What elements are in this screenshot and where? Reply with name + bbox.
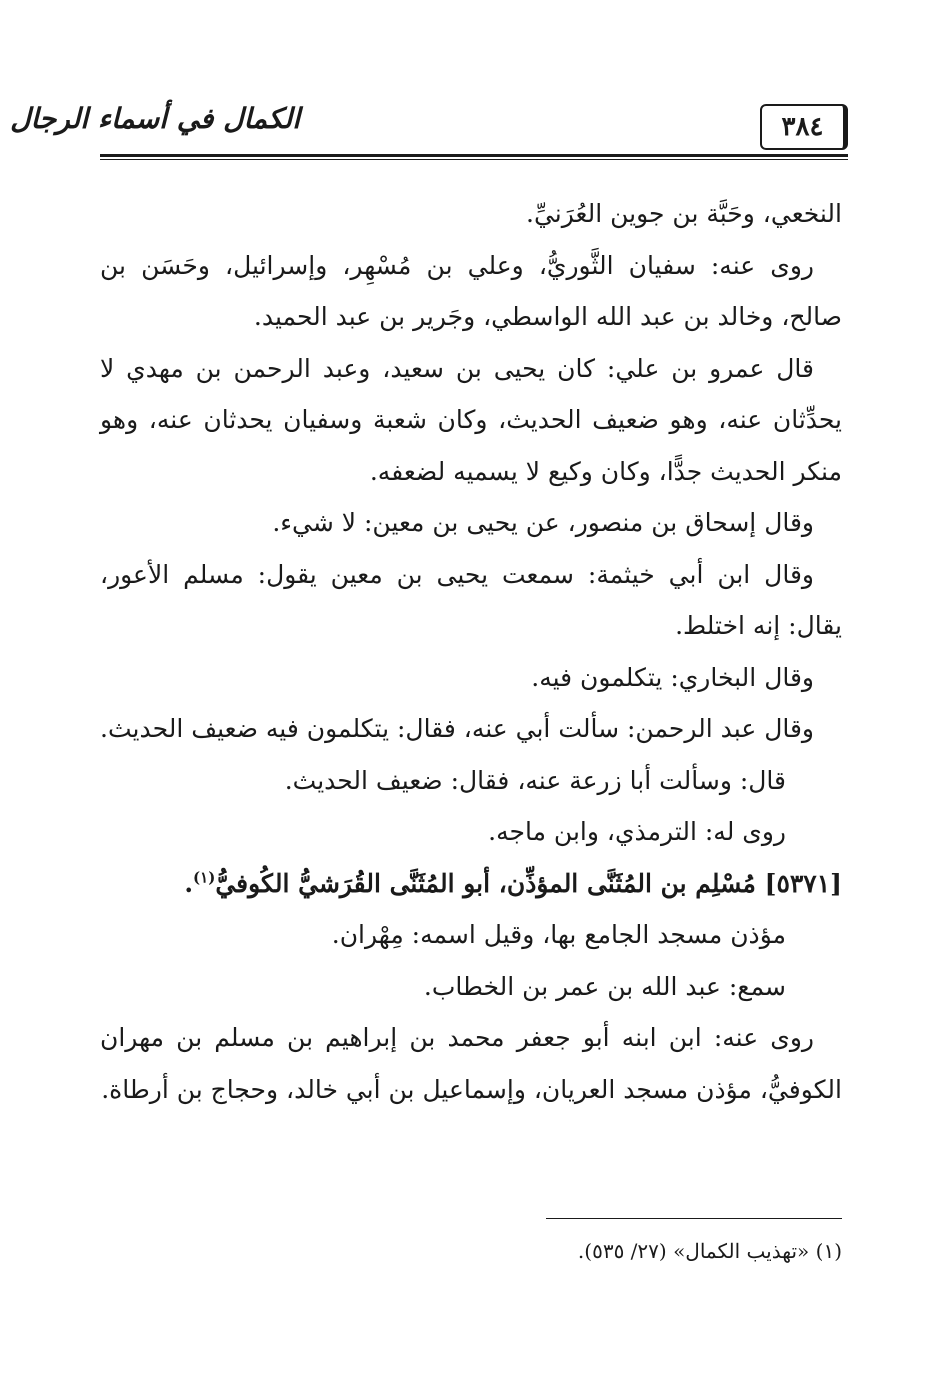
paragraph: سمع: عبد الله بن عمر بن الخطاب. [423,971,786,1001]
main-text [100,188,842,1115]
paragraph: روى عنه: ابن ابنه أبو جعفر محمد بن إبراهيم بن مسلم بن مهران الكوفيُّ، مؤذن مسجد العريان، وإسماعيل بن أبي خالد، وحجاج بن أرطاة. [100,1023,842,1104]
page-header [10,96,848,156]
paragraph: وقال عبد الرحمن: سألت أبي عنه، فقال: يتكلمون فيه ضعيف الحديث. [100,714,814,743]
running-title: الكمال في أسماء الرجال [10,102,300,135]
entry-heading-text: [٥٣٧١] مُسْلِم بن المُثَنَّى المؤذِّن، أبو المُثَنَّى القُرَشيُّ الكُوفيُّ [215,868,842,898]
paragraph: وقال إسحاق بن منصور، عن يحيى بن معين: لا شيء. [272,508,814,537]
paragraph: النخعي، وحَبَّة بن جوين العُرَنيِّ. [526,199,842,228]
entry-heading-end: . [184,868,194,898]
footnote-separator [546,1218,842,1219]
paragraph: روى له: الترمذي، وابن ماجه. [488,817,786,846]
header-rule-thin [100,159,848,160]
header-rule-thick [100,154,848,157]
paragraph: قال: وسألت أبا زرعة عنه، فقال: ضعيف الحديث. [284,765,786,795]
paragraph: وقال ابن أبي خيثمة: سمعت يحيى بن معين يقول: مسلم الأعور، يقال: إنه اختلط. [100,559,842,640]
footnote: (١) «تهذيب الكمال» (٢٧/ ٥٣٥). [577,1239,842,1263]
paragraph: روى عنه: سفيان الثَّوريُّ، وعلي بن مُسْهِر، وإسرائيل، وحَسَن بن صالح، وخالد بن عبد الله الواسطي، وجَرير بن عبد الحميد. [100,250,842,331]
entry-heading [100,858,842,910]
page-number: ٣٨٤ [760,104,848,150]
paragraph: مؤذن مسجد الجامع بها، وقيل اسمه: مِهْران. [331,920,786,949]
paragraph: وقال البخاري: يتكلمون فيه. [531,662,814,692]
footnote-marker: (١) [193,868,216,887]
paragraph: قال عمرو بن علي: كان يحيى بن سعيد، وعبد الرحمن بن مهدي لا يحدِّثان عنه، وهو ضعيف الحديث، وكان شعبة وسفيان يحدثان عنه، وهو منكر الحديث جدًّا، وكان وكيع لا يسميه لضعفه. [100,353,842,486]
